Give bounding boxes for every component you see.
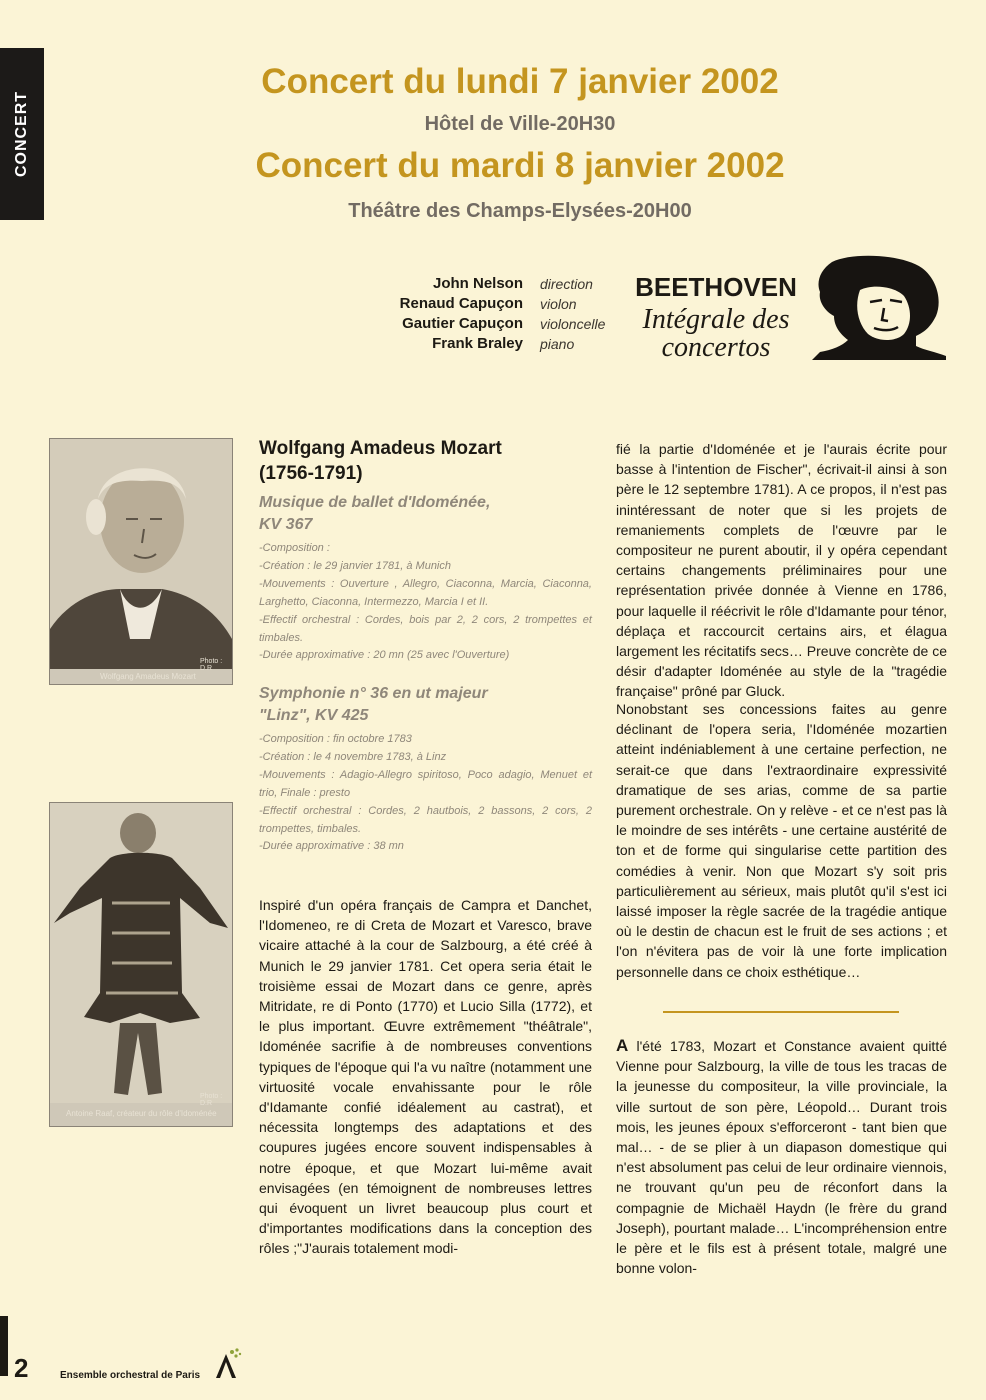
performer-role: direction bbox=[540, 276, 593, 292]
work-detail: -Composition : bbox=[259, 542, 330, 554]
performer-role: piano bbox=[540, 336, 575, 352]
mozart-portrait-image bbox=[50, 439, 232, 669]
work-detail: -Effectif orchestral : Cordes, bois par 2, 2 cors, 2 trompettes et timbales. bbox=[259, 613, 592, 644]
work-title-catalog: KV 367 bbox=[259, 516, 313, 533]
work-block bbox=[259, 492, 592, 665]
article-text-middle: Inspiré d'un opéra français de Campra et Danchet, l'Idomeneo, re di Creta de Mozart et Varesco, brave vicaire attaché à la cour de Salzbourg, a été créé à Munich le 29 janvier 1781. Cet opera seria était le troisième essai de Mozart dans ce genre, après Mitridate, re di Ponto (1770) et Lucio Silla (1772), et le plus important. Œuvre extrêmement "théâtrale", Idoménée sacrifie à de nombreuses conventions typiques de l'époque qui l'a vu naître (notamment une virtuosité vocale envahissante pour le rôle d'Idamante confié idéalement au castrat), et nécessita longtemps des adaptations et des coupures jugées encore souvent indispensables à notre époque, et que Mozart lui-même avait envisagées (en témoignent de nombreuses lettres qui évoquent un livret beaucoup plus court et d'importantes modifications dans la conception des rôles ;"J'aurais totalement modi- bbox=[259, 897, 592, 1257]
concert-1-title: Concert du lundi 7 janvier 2002 bbox=[261, 62, 779, 101]
composer-header bbox=[259, 436, 592, 486]
beethoven-subtitle-line: concertos bbox=[661, 332, 771, 363]
photo-credit: Photo : D.R bbox=[200, 1093, 223, 1107]
page-number: 2 bbox=[14, 1353, 29, 1383]
drop-cap: A bbox=[616, 1036, 629, 1055]
article-text-right-2: Nonobstant ses concessions faites au genre déclinant de l'opera seria, l'Idoménée mozartien atteint indéniablement à une certaine perfection, ne serait-ce que dans l'extraordinaire expressivité dramatique de ses arias, comme de sa partie purement orchestrale. On y relève - et ce n'est pas là le moindre de ses intérêts - une certaine austérité de ton et de forme qui singularise cette partition des comédies à venir. Non que Mozart s'y soit pris particulièrement au sérieux, mais plutôt qu'il s'est ici laissé imposer la règle sacrée de la tragédie antique où le destin de chacun est le fruit de ses actions ; et l'on n'évitera pas de voir là une forte implication personnelle dans ce choix esthétique… bbox=[616, 701, 947, 980]
work-block bbox=[259, 683, 592, 856]
publisher-logo-icon bbox=[212, 1346, 242, 1380]
work-detail: -Mouvements : Ouverture , Allegro, Ciaconna, Marcia, Ciaconna, Larghetto, Ciaconna, Intermezzo, Marcia I et II. bbox=[259, 577, 592, 608]
concert-2-venue: Théâtre des Champs-Elysées-20H00 bbox=[348, 200, 692, 222]
work-detail: -Effectif orchestral : Cordes, 2 hautbois, 2 bassons, 2 cors, 2 trompettes, timbales. bbox=[259, 804, 592, 835]
performer-roles bbox=[540, 274, 640, 354]
mozart-portrait-photo bbox=[49, 438, 233, 685]
photo-credit: Photo : D.R bbox=[200, 658, 223, 672]
paragraph-text: l'été 1783, Mozart et Constance avaient quitté Vienne pour Salzbourg, la ville de tous les tracas de la jeunesse du compositeur, la ville provinciale, la ville surtout de son père, Léopold… Durant trois mois, les jeunes époux s'efforceront - tant bien que mal… - de se plier à un diapason domestique qui n'est absolument pas celui de leur ordinaire viennois, ne trouvant qu'un peu de réconfort dans la compagnie de Michaël Haydn (le frère du grand Joseph), pourtant malade… L'incompréhension entre le père et le fils est à présent totale, malgré une bonne volon- bbox=[616, 1038, 947, 1277]
performer-name: Renaud Capuçon bbox=[399, 295, 523, 312]
photo-caption: Antoine Raaf, créateur du rôle d'Idoménée bbox=[66, 1109, 217, 1118]
section-divider bbox=[663, 1011, 899, 1013]
beethoven-title: BEETHOVEN bbox=[635, 272, 797, 302]
work-detail: -Mouvements : Adagio-Allegro spiritoso, Poco adagio, Menuet et trio, Finale : presto bbox=[259, 768, 592, 799]
concert-1-venue: Hôtel de Ville-20H30 bbox=[424, 113, 616, 135]
performer-name: John Nelson bbox=[432, 275, 523, 292]
concert-2-title: Concert du mardi 8 janvier 2002 bbox=[255, 146, 785, 185]
beethoven-subtitle-line: Intégrale des bbox=[642, 304, 790, 335]
performer-names bbox=[330, 274, 523, 354]
work-detail: -Durée approximative : 38 mn bbox=[259, 840, 404, 853]
performer-name: Gautier Capuçon bbox=[402, 315, 523, 332]
beethoven-portrait-image bbox=[812, 254, 946, 360]
work-title-catalog: "Linz", KV 425 bbox=[259, 707, 369, 724]
work-details bbox=[259, 540, 592, 665]
work-detail: -Durée approximative : 20 mn (25 avec l'Ouverture) bbox=[259, 649, 510, 662]
work-title: Symphonie n° 36 en ut majeur bbox=[259, 685, 488, 702]
composer-dates: (1756-1791) bbox=[259, 463, 363, 484]
performer-role: violon bbox=[540, 296, 577, 312]
publisher-name: Ensemble orchestral de Paris bbox=[60, 1370, 201, 1381]
work-detail: -Création : le 29 janvier 1781, à Munich bbox=[259, 559, 451, 572]
composer-name: Wolfgang Amadeus Mozart bbox=[259, 438, 502, 459]
footer-accent-bar bbox=[0, 1316, 8, 1376]
article-text-right-1: fié la partie d'Idoménée et je l'aurais écrite pour basse à l'intention de Fischer", écrivait-il ainsi à son père le 12 septembre 1781). A ce propos, il n'est pas inintéressant de noter que si les projets de remaniements complets de l'œuvre par le compositeur ne purent aboutir, il y opéra cependant certains changements préliminaires pour une représentation privée donnée à Vienne en 1786, pour laquelle il réécrivit le rôle d'Idamante pour ténor, déplaça et raccourcit certains airs, et élagua largement les récitatifs secs… Preuve concrète de ce désir d'adapter Idoménée au style de la "tragédie française" prôné par Gluck. bbox=[616, 441, 947, 700]
photo-caption: Wolfgang Amadeus Mozart bbox=[100, 672, 196, 681]
performer-name: Frank Braley bbox=[432, 335, 523, 352]
antoine-raaf-image bbox=[50, 803, 232, 1103]
article-text-right-3 bbox=[616, 1036, 947, 1278]
beethoven-subtitle bbox=[626, 306, 806, 362]
work-detail: -Composition : fin octobre 1783 bbox=[259, 733, 412, 745]
section-tab-label: CONCERT bbox=[13, 90, 30, 178]
performer-role: violoncelle bbox=[540, 316, 606, 332]
work-title: Musique de ballet d'Idoménée, bbox=[259, 494, 491, 511]
antoine-raaf-photo bbox=[49, 802, 233, 1127]
work-detail: -Création : le 4 novembre 1783, à Linz bbox=[259, 750, 447, 763]
work-details bbox=[259, 731, 592, 856]
